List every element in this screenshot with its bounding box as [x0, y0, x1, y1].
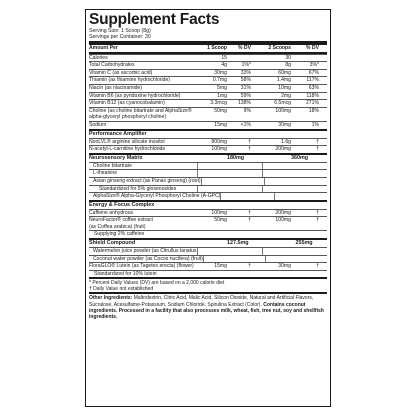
section-header	[89, 238, 327, 247]
section-row	[89, 138, 327, 146]
header-1-scoop: 1 Scoop	[207, 45, 227, 51]
dv-1-scoop: 59%	[240, 92, 251, 99]
ingredient-name-text: Vitamin B6 (as pyridoxine hydrochloride)	[89, 92, 181, 99]
blend-grid-cells	[197, 186, 327, 193]
amount-2-scoops: 100mg	[275, 107, 291, 114]
dv-2-scoops: 63%	[308, 84, 319, 91]
ingredient-name	[89, 146, 197, 153]
blend-ingredient-row	[89, 247, 327, 255]
nutrient-row	[89, 76, 327, 84]
section-row	[89, 270, 327, 278]
ingredient-name	[89, 231, 202, 238]
blend-ingredient-name: AlphaSize® Alpha-Glyceryl Phosphoryl Choline (A-GPC)	[93, 193, 221, 200]
section-amount-1-scoop: 180mg	[227, 154, 245, 161]
dv-1-scoop: <1%	[240, 121, 251, 128]
blend-grid-cell	[262, 186, 327, 193]
amount-1-scoop: 50mg	[214, 107, 227, 114]
amount-1-scoop: 15mg	[214, 263, 227, 270]
header-dv-2: % DV	[305, 45, 319, 51]
amount-1-scoop: 0.7mg	[212, 77, 227, 84]
blend-grid-cells	[201, 178, 327, 185]
amount-1-scoop: 1mg	[217, 92, 227, 99]
section-amount-2-scoops	[251, 131, 291, 138]
blend-grid-cell	[203, 256, 265, 263]
blend-grid-cell	[262, 248, 327, 255]
nutrient-row	[89, 61, 327, 69]
other-ingredients	[89, 292, 327, 320]
dv-1-scoop: 1%*	[241, 62, 251, 69]
dv-2-scoops: †	[316, 217, 319, 224]
ingredient-name	[89, 217, 197, 230]
ingredient-name	[89, 55, 197, 62]
section-header	[89, 129, 327, 138]
header-2-scoops: 2 Scoops	[268, 45, 291, 51]
dv-2-scoops: 271%	[305, 100, 319, 107]
amount-1-scoop: 800mg	[211, 138, 227, 145]
nutrient-row	[89, 99, 327, 107]
footnote-dv: * Percent Daily Values (DV) are based on a 2,000 calorie diet	[89, 280, 225, 287]
header-dv-1: % DV	[237, 45, 251, 51]
ingredient-name-text: FloraGLO® Lutein (as Tagetes erecta) (flower)	[89, 263, 194, 270]
amount-2-scoops: 200mg	[275, 146, 291, 153]
serving-size: Serving Size: 1 Scoop (8g)	[89, 28, 151, 34]
dv-1-scoop: 9%	[243, 107, 251, 114]
blend-grid-cells	[197, 170, 327, 177]
amount-2-scoops: 60mg	[278, 69, 291, 76]
ingredient-name-text: NeuroFactor® coffee extract	[89, 217, 153, 224]
section-row	[89, 145, 327, 153]
other-ingredients-label: Other Ingredients:	[89, 295, 133, 302]
dv-1-scoop: 138%	[237, 100, 251, 107]
ingredient-name-text: Choline (as choline bitartrate and AlphaSize®	[89, 107, 192, 114]
allergen-statement: Contains coconut ingredients. Processed in a facility that also processes milk, wheat, fish, tree nut, soy and shellfish ingredients.	[89, 301, 324, 321]
dv-2-scoops: †	[316, 209, 319, 216]
amount-1-scoop: 3.3mcg	[210, 100, 227, 107]
dv-2-scoops: 118%	[306, 92, 319, 99]
blend-grid-cell	[197, 248, 262, 255]
amount-2-scoops: 30	[285, 54, 291, 61]
header-amount-per: Amount Per	[89, 45, 118, 51]
blend-grid-cell	[262, 170, 327, 177]
section-amount-2-scoops: 255mg	[295, 240, 313, 247]
ingredient-name	[89, 122, 197, 129]
dv-1-scoop: 31%	[240, 84, 251, 91]
blend-ingredient-name: Asian ginseng extract (as Panax ginseng) (root)	[93, 177, 201, 184]
amount-2-scoops: 2mg	[281, 92, 291, 99]
blend-ingredient-row	[89, 185, 327, 193]
amount-2-scoops: 10mg	[278, 84, 291, 91]
nutrient-row	[89, 107, 327, 121]
amount-1-scoop: 50mg	[214, 217, 227, 224]
ingredient-name-text: Vitamin C (as ascorbic acid)	[89, 69, 153, 76]
ingredient-name-text: N-acetyl-L-carnitine hydrochloride	[89, 146, 166, 153]
other-ingredients-text: Maltodextrin, Citric Acid, Malic Acid, Silicon Dioxide, Natural and Artificial Flavors, Sucralose, Acesulfame-Potassium, Sodium Chloride, Spirulina Extract (Color).	[89, 295, 314, 308]
ingredient-name	[89, 93, 197, 100]
amount-2-scoops: 30mg	[278, 121, 291, 128]
section-row	[89, 262, 327, 270]
ingredient-name	[89, 77, 197, 84]
dv-1-scoop: 58%	[240, 77, 251, 84]
amount-1-scoop: 30mg	[214, 69, 227, 76]
blend-sections	[89, 129, 327, 278]
blend-grid-cell	[265, 256, 327, 263]
dv-1-scoop: †	[248, 263, 251, 270]
blend-grid-cell	[201, 178, 264, 185]
dv-1-scoop: †	[248, 138, 251, 145]
blend-grid-cell	[197, 186, 262, 193]
ingredient-name	[89, 70, 197, 77]
amount-1-scoop: 15mg	[214, 121, 227, 128]
section-title: Shield Compound	[89, 240, 136, 247]
dv-1-scoop: 33%	[240, 69, 251, 76]
ingredient-name-text: Standardized for 10% lutein	[94, 270, 157, 277]
blend-grid-cells	[197, 163, 327, 170]
blend-ingredient-row	[89, 169, 327, 177]
dv-2-scoops: 117%	[306, 77, 319, 84]
section-spacer	[227, 202, 251, 209]
amount-2-scoops: 1.4mg	[276, 77, 291, 84]
amount-1-scoop: 4g	[221, 62, 227, 69]
blend-ingredient-name: Standardized for 5% ginsenosides	[99, 185, 177, 192]
section-header	[89, 153, 327, 162]
blend-grid-cell	[220, 193, 273, 200]
nutrient-row	[89, 84, 327, 92]
nutrient-list	[89, 54, 327, 129]
blend-ingredient-row	[89, 255, 327, 263]
column-header-row	[89, 45, 327, 52]
amount-2-scoops: 100mg	[275, 217, 291, 224]
section-title: Neurosensory Matrix	[89, 154, 143, 161]
section-spacer	[227, 131, 251, 138]
amount-1-scoop: 15	[221, 54, 227, 61]
dv-2-scoops: 3%*	[309, 62, 319, 69]
blend-grid-cells	[203, 256, 327, 263]
dv-2-scoops: †	[316, 263, 319, 270]
amount-2-scoops: 1.6g	[281, 138, 291, 145]
blend-grid-cell	[197, 170, 262, 177]
nutrient-row	[89, 92, 327, 100]
blend-ingredient-row	[89, 192, 327, 200]
section-amount-2-scoops	[251, 202, 291, 209]
ingredient-name-text: Calories	[89, 54, 108, 61]
dv-1-scoop: †	[248, 146, 251, 153]
dv-2-scoops: 18%	[308, 107, 319, 114]
blend-ingredient-name: Coconut water powder (as Cocos nucifera) (fruit)	[93, 255, 203, 262]
blend-ingredient-row	[89, 162, 327, 170]
dv-2-scoops: †	[316, 138, 319, 145]
ingredient-name	[89, 263, 197, 270]
section-amount-2-scoops: 360mg	[291, 154, 309, 161]
ingredient-name	[89, 139, 197, 146]
panel-title: Supplement Facts	[89, 11, 220, 28]
section-title: Energy & Focus Complex	[89, 201, 155, 208]
section-spacer	[249, 240, 273, 247]
amount-1-scoop: 5mg	[217, 84, 227, 91]
ingredient-name	[89, 271, 202, 278]
supplement-facts-panel	[85, 9, 331, 407]
ingredient-name-text-2: (as Coffea arabica) (fruit)	[89, 223, 146, 230]
ingredient-name-text: Caffeine anhydrous	[89, 209, 134, 216]
ingredient-name	[89, 108, 197, 121]
blend-ingredient-name: L-theanine	[93, 170, 118, 177]
section-header	[89, 200, 327, 209]
blend-ingredient-name: Watermelon juice powder (as Citrullus lanatus	[93, 248, 197, 255]
blend-ingredient-name: Choline bitartrate	[93, 162, 132, 169]
ingredient-name-text: Supplying 2% caffeine	[94, 231, 145, 238]
amount-2-scoops: 6.5mcg	[274, 100, 291, 107]
section-spacer	[244, 155, 268, 162]
section-amount-1-scoop: 127.5mg	[227, 240, 249, 247]
ingredient-name	[89, 62, 197, 69]
ingredient-name-text: Total Carbohydrates	[89, 62, 135, 69]
nutrient-row	[89, 121, 327, 129]
blend-grid-cell	[274, 193, 327, 200]
blend-ingredient-row	[89, 177, 327, 185]
blend-grid-cells	[197, 248, 327, 255]
dv-2-scoops: 67%	[308, 69, 319, 76]
nutrient-row	[89, 69, 327, 77]
footnotes	[89, 277, 327, 292]
servings-per-container: Servings per Container: 30	[89, 34, 151, 40]
dv-2-scoops: 1%	[311, 121, 319, 128]
ingredient-name-text: Vitamin B12 (as cyanocobalamin)	[89, 100, 165, 107]
ingredient-name-text: Thiamin (as thiamine hydrochloride)	[89, 77, 170, 84]
blend-grid-cell	[197, 163, 262, 170]
section-row	[89, 209, 327, 217]
footnote-dagger: † Daily Value not established	[89, 286, 154, 293]
ingredient-name	[89, 85, 197, 92]
ingredient-name	[89, 210, 197, 217]
section-row	[89, 230, 327, 238]
dv-1-scoop: †	[248, 209, 251, 216]
ingredient-name-text-2: alpha-glyceryl phosphoryl choline)	[89, 114, 167, 121]
amount-2-scoops: 30mg	[278, 263, 291, 270]
ingredient-name-text: Niacin (as niacinamide)	[89, 84, 142, 91]
dv-2-scoops: †	[316, 146, 319, 153]
amount-1-scoop: 100mg	[211, 209, 227, 216]
amount-2-scoops: 200mg	[275, 209, 291, 216]
blend-grid-cells	[220, 193, 327, 200]
blend-grid-cell	[264, 178, 327, 185]
blend-grid-cell	[262, 163, 327, 170]
section-row	[89, 216, 327, 230]
ingredient-name-text: NooLVL® arginine silicate inositol	[89, 138, 165, 145]
amount-1-scoop: 100mg	[211, 146, 227, 153]
ingredient-name-text: Sodium	[89, 121, 107, 128]
section-title: Performance Amplifier	[89, 130, 147, 137]
nutrient-row	[89, 54, 327, 62]
ingredient-name	[89, 100, 197, 107]
amount-2-scoops: 8g	[285, 62, 291, 69]
dv-1-scoop: †	[248, 217, 251, 224]
